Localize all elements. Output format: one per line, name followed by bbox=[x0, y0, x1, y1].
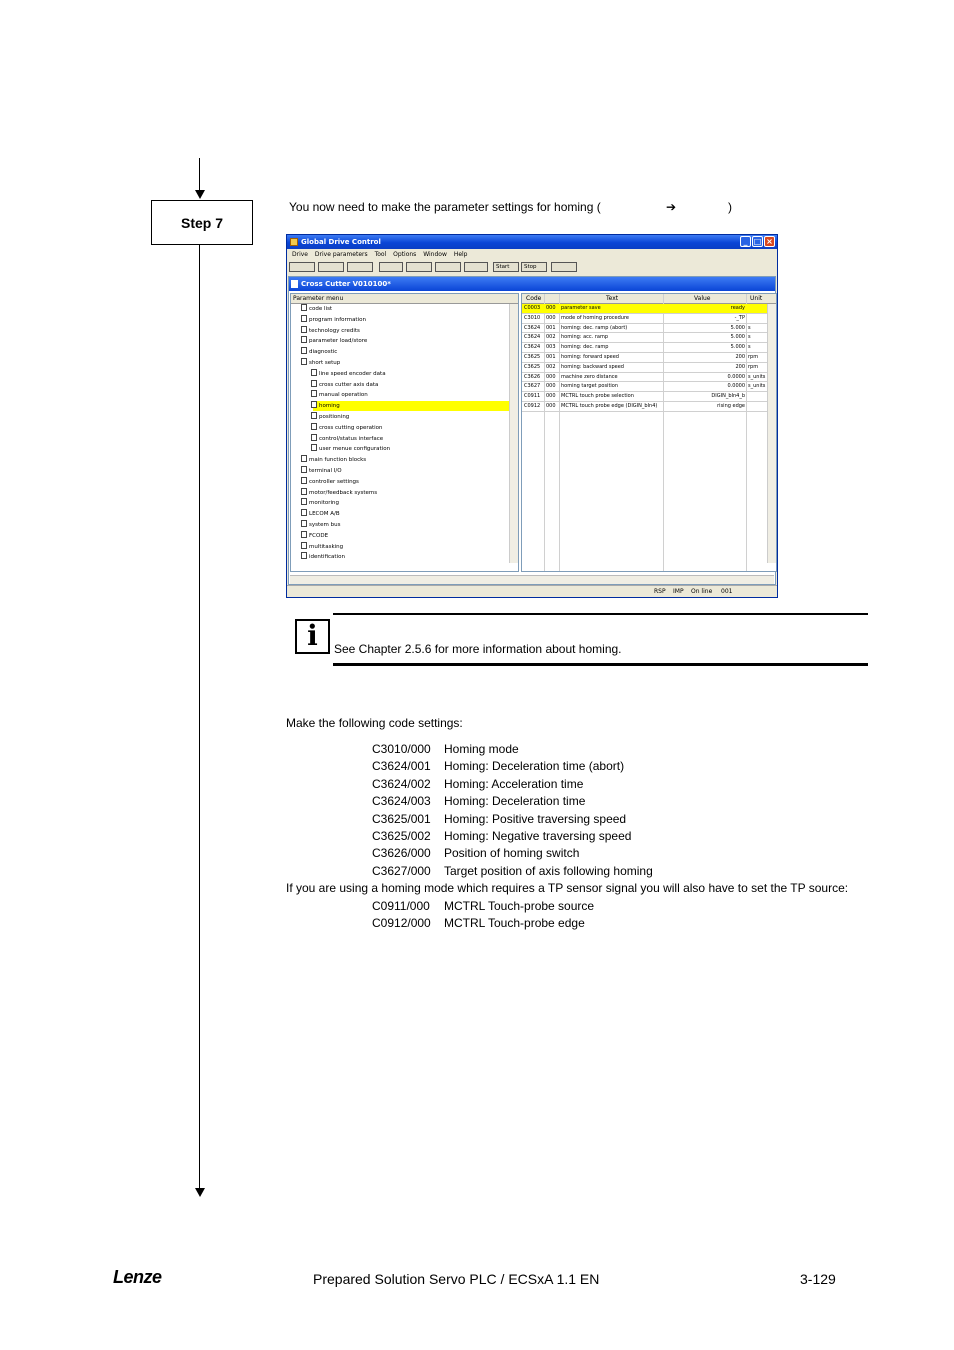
folder-icon bbox=[301, 336, 307, 343]
cell-text: homing: acc. ramp bbox=[561, 334, 609, 341]
note-text: See Chapter 2.5.6 for more information about homing. bbox=[334, 642, 622, 656]
code-number: C3010/000 bbox=[372, 742, 431, 756]
tree-item[interactable] bbox=[311, 390, 368, 400]
table-row[interactable] bbox=[522, 324, 768, 334]
cell-value: 0.0000 bbox=[727, 383, 745, 390]
cell-sub: 000 bbox=[546, 403, 556, 409]
cell-code: C3010 bbox=[524, 314, 541, 321]
grid-header bbox=[522, 294, 776, 304]
cell-text: homing: forward speed bbox=[561, 354, 619, 360]
cell-code: C3625 bbox=[524, 363, 541, 370]
app-icon bbox=[290, 238, 298, 246]
toolbar-button-5[interactable] bbox=[406, 262, 432, 272]
tree-item-label: motor/feedback systems bbox=[309, 489, 378, 496]
cell-sub: 001 bbox=[546, 354, 556, 360]
table-row[interactable] bbox=[522, 402, 768, 412]
status-imp: IMP bbox=[673, 588, 684, 595]
cell-code: C3624 bbox=[524, 334, 541, 341]
tree-item[interactable] bbox=[311, 369, 386, 379]
tree-item-label: identification bbox=[309, 554, 345, 561]
footer-title: Prepared Solution Servo PLC / ECSxA 1.1 EN bbox=[313, 1271, 600, 1287]
cell-value: 200 bbox=[735, 354, 745, 360]
folder-icon bbox=[311, 434, 317, 441]
table-row[interactable] bbox=[522, 304, 768, 314]
tree-item[interactable] bbox=[311, 444, 390, 454]
cell-value: 0.0000 bbox=[727, 373, 745, 380]
folder-icon bbox=[301, 477, 307, 484]
code-description: Homing: Negative traversing speed bbox=[444, 829, 632, 843]
table-row[interactable] bbox=[522, 392, 768, 402]
cell-sub: 002 bbox=[546, 334, 556, 341]
code-description: Target position of axis following homing bbox=[444, 863, 653, 878]
cell-unit: s_units bbox=[748, 383, 766, 390]
grid-header-code[interactable]: Code bbox=[526, 295, 542, 302]
toolbar-button-online[interactable] bbox=[551, 262, 577, 272]
tree-item-label: parameter load/store bbox=[309, 338, 368, 345]
cell-code: C3624 bbox=[524, 344, 541, 351]
menu-tool[interactable]: Tool bbox=[374, 251, 387, 258]
grid-scrollbar[interactable] bbox=[767, 304, 776, 563]
parameter-menu-tree bbox=[290, 293, 519, 572]
tree-item-label: FCODE bbox=[309, 532, 329, 539]
cell-sub: 002 bbox=[546, 363, 556, 370]
cell-code: C0911 bbox=[524, 393, 541, 400]
code-number: C3625/001 bbox=[372, 811, 431, 826]
tree-item[interactable] bbox=[301, 304, 332, 314]
code-number: C3624/003 bbox=[372, 794, 431, 809]
table-row[interactable] bbox=[522, 333, 768, 343]
tree-scrollbar[interactable] bbox=[509, 304, 518, 563]
cell-text: homing: backward speed bbox=[561, 363, 624, 370]
tree-item[interactable] bbox=[301, 520, 340, 530]
cell-text: machine zero distance bbox=[561, 373, 618, 380]
table-row[interactable] bbox=[522, 353, 768, 363]
grid-header-text[interactable]: Text bbox=[606, 295, 619, 302]
tree-selection-highlight bbox=[313, 401, 509, 411]
tree-item[interactable] bbox=[301, 552, 345, 562]
flow-line-main bbox=[199, 244, 200, 1188]
grid-header-value[interactable]: Value bbox=[694, 295, 711, 302]
menu-drive-parameters[interactable]: Drive parameters bbox=[314, 251, 368, 258]
child-window bbox=[288, 276, 776, 585]
cell-text: MCTRL touch probe edge (DIGIN_bIn4) bbox=[561, 403, 658, 409]
intro-close-paren: ) bbox=[728, 200, 732, 214]
code-description: Homing: Deceleration time bbox=[444, 794, 586, 809]
toolbar-button-2[interactable] bbox=[318, 262, 344, 272]
cell-value: rising edge bbox=[717, 403, 745, 409]
cell-code: C3625 bbox=[524, 354, 541, 360]
cell-code: C0003 bbox=[524, 305, 541, 311]
tree-item[interactable] bbox=[301, 347, 337, 357]
cell-value: 5.000 bbox=[730, 344, 745, 351]
folder-icon bbox=[301, 347, 307, 354]
folder-icon bbox=[301, 552, 307, 559]
code-description: Position of homing switch bbox=[444, 846, 580, 861]
document-icon bbox=[291, 280, 298, 288]
tree-item[interactable] bbox=[301, 509, 340, 519]
folder-icon bbox=[301, 315, 307, 322]
toolbar-button-6[interactable] bbox=[435, 262, 461, 272]
tree-item-label: main function blocks bbox=[309, 457, 367, 464]
folder-icon bbox=[311, 390, 317, 397]
code-description: MCTRL Touch-probe edge bbox=[444, 916, 585, 931]
cell-unit: s bbox=[748, 344, 751, 351]
menu-help[interactable]: Help bbox=[453, 251, 468, 258]
folder-icon bbox=[311, 401, 317, 408]
cell-text: mode of homing procedure bbox=[561, 314, 629, 321]
code-description: Homing: Positive traversing speed bbox=[444, 811, 627, 826]
table-row[interactable] bbox=[522, 314, 768, 324]
tree-item[interactable] bbox=[301, 336, 367, 346]
tree-item-label: positioning bbox=[319, 414, 350, 420]
folder-icon bbox=[301, 304, 307, 311]
tree-item[interactable] bbox=[311, 412, 349, 422]
status-online: On line bbox=[691, 588, 713, 595]
cell-value: 5.000 bbox=[730, 334, 745, 341]
cell-text: homing: dec. ramp bbox=[561, 344, 609, 351]
tree-item[interactable] bbox=[301, 542, 343, 552]
folder-icon bbox=[301, 542, 307, 549]
horizontal-scrollbar[interactable] bbox=[290, 575, 774, 584]
tree-item[interactable] bbox=[301, 477, 359, 487]
menu-options[interactable]: Options bbox=[393, 251, 417, 258]
cell-unit: s bbox=[748, 324, 751, 331]
tree-item-label: controller settings bbox=[309, 478, 359, 485]
folder-icon bbox=[301, 509, 307, 516]
tree-item-label: homing bbox=[319, 403, 340, 410]
tp-text: If you are using a homing mode which requires a TP sensor signal you will also have to set the TP source: bbox=[286, 881, 849, 895]
table-row[interactable] bbox=[522, 343, 768, 353]
note-rule-bottom bbox=[333, 663, 868, 666]
folder-icon bbox=[301, 358, 307, 365]
arrow-right-icon: ➔ bbox=[666, 200, 677, 214]
menubar bbox=[287, 249, 777, 260]
cell-code: C3627 bbox=[524, 383, 541, 390]
folder-icon bbox=[311, 423, 317, 430]
statusbar bbox=[287, 585, 777, 597]
instructions-lead: Make the following code settings: bbox=[286, 716, 463, 730]
code-description: Homing mode bbox=[444, 742, 519, 756]
lenze-logo: Lenze bbox=[113, 1267, 162, 1287]
table-row[interactable] bbox=[522, 363, 768, 373]
code-number: C0912/000 bbox=[372, 916, 431, 931]
toolbar-button-1[interactable] bbox=[289, 262, 315, 272]
code-number: C3625/002 bbox=[372, 829, 431, 843]
cell-unit: rpm bbox=[748, 363, 759, 370]
grid-header-unit[interactable]: Unit bbox=[750, 295, 763, 302]
minimize-icon[interactable]: _ bbox=[740, 236, 751, 247]
folder-icon bbox=[311, 380, 317, 387]
toolbar-button-4[interactable] bbox=[379, 262, 403, 272]
gdc-window bbox=[286, 234, 778, 598]
intro-line bbox=[289, 200, 732, 214]
page-number: 3-129 bbox=[800, 1271, 836, 1287]
cell-sub: 000 bbox=[546, 305, 556, 311]
cell-unit: rpm bbox=[748, 354, 759, 360]
code-description: Homing: Deceleration time (abort) bbox=[444, 759, 625, 774]
folder-icon bbox=[301, 466, 307, 473]
cell-value: -_TP bbox=[734, 314, 745, 321]
note-rule-top bbox=[333, 613, 868, 615]
tree-item-label: terminal I/O bbox=[309, 468, 342, 474]
tree-item-label: LECOM A/B bbox=[309, 511, 340, 518]
cell-sub: 000 bbox=[546, 393, 556, 400]
tree-item-label: technology credits bbox=[309, 327, 360, 334]
cell-value: DIGIN_bIn4_b bbox=[711, 393, 745, 400]
flow-arrow-top bbox=[195, 190, 205, 199]
stop-button[interactable]: Stop bbox=[521, 262, 547, 272]
code-number: C3626/000 bbox=[372, 846, 431, 861]
tree-item[interactable] bbox=[301, 315, 366, 325]
table-row[interactable] bbox=[522, 382, 768, 392]
tree-item-label: cross cutting operation bbox=[319, 424, 383, 431]
tree-item[interactable] bbox=[311, 380, 378, 390]
step-label: Step 7 bbox=[151, 200, 253, 245]
cell-value: 5.000 bbox=[730, 324, 745, 331]
folder-icon bbox=[301, 531, 307, 538]
cell-sub: 000 bbox=[546, 373, 556, 380]
tree-item-label: short setup bbox=[309, 360, 341, 366]
intro-text: You now need to make the parameter settings for homing ( bbox=[289, 200, 601, 214]
tree-item[interactable] bbox=[301, 488, 377, 498]
status-rsp: RSP bbox=[654, 588, 666, 595]
cell-text: homing: dec. ramp (abort) bbox=[561, 324, 628, 331]
child-window-title bbox=[289, 277, 775, 291]
cell-text: MCTRL touch probe selection bbox=[561, 393, 634, 400]
toolbar-button-3[interactable] bbox=[347, 262, 373, 272]
code-number: C3627/000 bbox=[372, 863, 431, 878]
start-button[interactable]: Start bbox=[493, 262, 519, 272]
folder-icon bbox=[301, 520, 307, 527]
tree-item[interactable] bbox=[301, 455, 366, 465]
tree-item[interactable] bbox=[311, 434, 383, 444]
window-titlebar bbox=[287, 235, 777, 249]
menu-drive[interactable]: Drive bbox=[292, 251, 308, 258]
tree-item[interactable] bbox=[311, 401, 340, 411]
folder-icon bbox=[311, 412, 317, 419]
status-node: 001 bbox=[721, 588, 733, 595]
code-description: MCTRL Touch-probe source bbox=[444, 899, 595, 913]
cell-unit: s_units bbox=[748, 373, 766, 380]
tree-header: Parameter menu bbox=[291, 294, 518, 304]
cell-value: ready bbox=[730, 305, 745, 311]
tree-item-label: user menue configuration bbox=[319, 446, 391, 453]
tree-item-label: cross cutter axis data bbox=[319, 381, 379, 388]
folder-icon bbox=[301, 498, 307, 505]
tree-item[interactable] bbox=[301, 498, 339, 508]
parameter-grid bbox=[521, 293, 777, 572]
tree-item-label: line speed encoder data bbox=[319, 370, 386, 377]
toolbar bbox=[289, 261, 777, 274]
folder-icon bbox=[301, 326, 307, 333]
code-number: C3624/001 bbox=[372, 759, 431, 774]
tree-item-label: multitasking bbox=[309, 543, 344, 550]
cell-sub: 000 bbox=[546, 314, 556, 321]
cell-sub: 000 bbox=[546, 383, 556, 390]
code-number: C3624/002 bbox=[372, 776, 431, 791]
code-number: C0911/000 bbox=[372, 899, 430, 913]
maximize-icon[interactable]: □ bbox=[753, 237, 762, 246]
tree-item-label: manual operation bbox=[319, 392, 368, 399]
info-icon: i bbox=[295, 619, 330, 654]
folder-icon bbox=[311, 444, 317, 451]
flow-arrow-bottom bbox=[195, 1188, 205, 1197]
cell-unit: s bbox=[748, 334, 751, 341]
tree-item-label: diagnostic bbox=[309, 349, 338, 356]
tree-item[interactable] bbox=[301, 358, 340, 368]
tree-item[interactable] bbox=[311, 423, 383, 433]
tree-item[interactable] bbox=[301, 466, 342, 476]
tree-item[interactable] bbox=[301, 531, 328, 541]
table-row[interactable] bbox=[522, 373, 768, 383]
toolbar-button-7[interactable] bbox=[464, 262, 488, 272]
cell-code: C3624 bbox=[524, 324, 541, 331]
child-title-text: Cross Cutter V010100* bbox=[301, 280, 391, 288]
tree-item-label: program information bbox=[309, 316, 366, 323]
cell-text: parameter save bbox=[561, 305, 601, 311]
menu-window[interactable]: Window bbox=[423, 251, 447, 258]
tree-item-label: control/status interface bbox=[319, 435, 384, 442]
cell-code: C0912 bbox=[524, 403, 541, 409]
tree-item-label: system bus bbox=[309, 522, 341, 528]
window-title: Global Drive Control bbox=[301, 238, 381, 246]
cell-code: C3626 bbox=[524, 373, 541, 380]
cell-value: 200 bbox=[735, 363, 745, 370]
flow-line-top bbox=[199, 158, 200, 191]
tree-item-label: code list bbox=[309, 306, 333, 312]
code-description: Homing: Acceleration time bbox=[444, 776, 584, 791]
tree-item-label: monitoring bbox=[309, 500, 340, 507]
cell-text: homing target position bbox=[561, 383, 619, 390]
cell-sub: 003 bbox=[546, 344, 556, 351]
folder-icon bbox=[301, 455, 307, 462]
folder-icon bbox=[311, 369, 317, 376]
cell-sub: 001 bbox=[546, 324, 556, 331]
close-icon[interactable]: × bbox=[764, 236, 775, 247]
folder-icon bbox=[301, 488, 307, 495]
tree-item[interactable] bbox=[301, 326, 360, 336]
